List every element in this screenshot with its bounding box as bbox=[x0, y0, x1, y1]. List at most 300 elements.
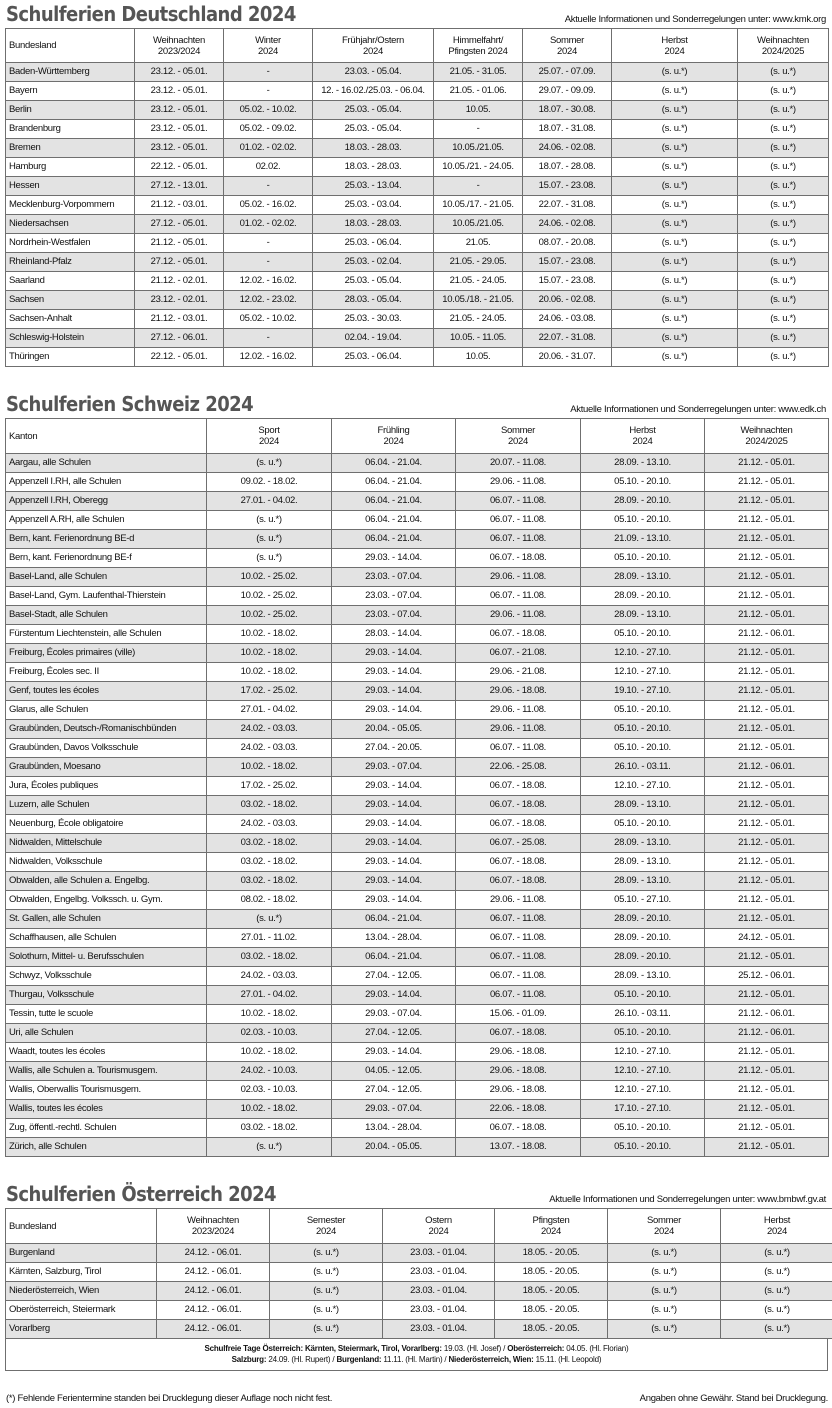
date-cell: 05.10. - 20.10. bbox=[581, 815, 705, 834]
date-cell: (s. u.*) bbox=[612, 348, 738, 367]
column-header-line: 2024 bbox=[316, 1226, 336, 1237]
date-cell: (s. u.*) bbox=[738, 63, 829, 82]
date-cell: 23.03. - 01.04. bbox=[383, 1263, 495, 1282]
date-cell: 21.12. - 05.01. bbox=[705, 1062, 829, 1081]
date-cell: 06.07. - 25.08. bbox=[456, 834, 581, 853]
date-cell: 25.03. - 30.03. bbox=[313, 310, 434, 329]
column-header-line: 2024 bbox=[654, 1226, 674, 1237]
region-cell: Nidwalden, Volksschule bbox=[6, 853, 207, 872]
date-cell: 29.03. - 14.04. bbox=[332, 1043, 456, 1062]
date-cell: 10.02. - 25.02. bbox=[207, 587, 332, 606]
date-cell: 05.10. - 20.10. bbox=[581, 720, 705, 739]
date-cell: (s. u.*) bbox=[738, 253, 829, 272]
date-cell: 21.12. - 05.01. bbox=[705, 948, 829, 967]
region-cell: Appenzell I.RH, alle Schulen bbox=[6, 473, 207, 492]
date-cell: 21.12. - 03.01. bbox=[135, 310, 224, 329]
date-cell: 28.09. - 13.10. bbox=[581, 834, 705, 853]
date-cell: 27.04. - 12.05. bbox=[332, 1024, 456, 1043]
date-cell: 18.05. - 20.05. bbox=[495, 1263, 608, 1282]
date-cell: 23.03. - 01.04. bbox=[383, 1301, 495, 1320]
date-cell: 29.06. - 11.08. bbox=[456, 606, 581, 625]
date-cell: (s. u.*) bbox=[738, 272, 829, 291]
date-cell: 12. - 16.02./25.03. - 06.04. bbox=[313, 82, 434, 101]
date-cell: 17.02. - 25.02. bbox=[207, 682, 332, 701]
column-header-line: 2024 bbox=[664, 45, 685, 57]
date-cell: 27.04. - 12.05. bbox=[332, 1081, 456, 1100]
region-cell: Glarus, alle Schulen bbox=[6, 701, 207, 720]
date-cell: 06.07. - 18.08. bbox=[456, 549, 581, 568]
date-cell: 21.05. - 24.05. bbox=[434, 272, 523, 291]
column-header bbox=[207, 419, 332, 454]
austria-table bbox=[5, 1208, 832, 1339]
date-cell: (s. u.*) bbox=[738, 196, 829, 215]
column-header bbox=[721, 1209, 832, 1244]
date-cell: 06.07. - 18.08. bbox=[456, 815, 581, 834]
date-cell: 24.06. - 02.08. bbox=[523, 139, 612, 158]
switzerland-info: Aktuelle Informationen und Sonderregelungen unter: www.edk.ch bbox=[570, 404, 826, 415]
date-cell: 24.12. - 06.01. bbox=[157, 1282, 270, 1301]
date-cell: 24.02. - 03.03. bbox=[207, 720, 332, 739]
free-days-value: 15.11. (Hl. Leopold) bbox=[533, 1355, 602, 1364]
column-header bbox=[6, 1209, 157, 1244]
table-row bbox=[6, 682, 829, 701]
table-row bbox=[6, 1138, 829, 1157]
table-row bbox=[6, 1119, 829, 1138]
date-cell: 29.03. - 14.04. bbox=[332, 834, 456, 853]
region-cell: Nidwalden, Mittelschule bbox=[6, 834, 207, 853]
austria-info: Aktuelle Informationen und Sonderregelungen unter: www.bmbwf.gv.at bbox=[549, 1194, 826, 1205]
date-cell: 21.12. - 06.01. bbox=[705, 758, 829, 777]
region-cell: Basel-Land, alle Schulen bbox=[6, 568, 207, 587]
date-cell: (s. u.*) bbox=[721, 1301, 832, 1320]
date-cell: (s. u.*) bbox=[207, 910, 332, 929]
table-row bbox=[6, 1081, 829, 1100]
date-cell: (s. u.*) bbox=[608, 1282, 721, 1301]
switzerland-table-head bbox=[6, 419, 829, 454]
date-cell: 10.05./21.05. bbox=[434, 215, 523, 234]
region-cell: Graubünden, Moesano bbox=[6, 758, 207, 777]
date-cell: 18.03. - 28.03. bbox=[313, 158, 434, 177]
date-cell: (s. u.*) bbox=[270, 1301, 383, 1320]
table-row bbox=[6, 1043, 829, 1062]
date-cell: 02.03. - 10.03. bbox=[207, 1081, 332, 1100]
date-cell: 20.06. - 31.07. bbox=[523, 348, 612, 367]
date-cell: 06.07. - 18.08. bbox=[456, 1119, 581, 1138]
table-row bbox=[6, 1100, 829, 1119]
table-row bbox=[6, 777, 829, 796]
date-cell: 06.04. - 21.04. bbox=[332, 530, 456, 549]
date-cell: (s. u.*) bbox=[608, 1320, 721, 1339]
column-header-line: Weihnachten bbox=[740, 425, 793, 436]
date-cell: 06.07. - 11.08. bbox=[456, 587, 581, 606]
date-cell: 28.09. - 13.10. bbox=[581, 853, 705, 872]
date-cell: 28.09. - 13.10. bbox=[581, 967, 705, 986]
date-cell: 23.12. - 05.01. bbox=[135, 120, 224, 139]
region-cell: Genf, toutes les écoles bbox=[6, 682, 207, 701]
date-cell: - bbox=[434, 177, 523, 196]
region-cell: Obwalden, Engelbg. Volkssch. u. Gym. bbox=[6, 891, 207, 910]
date-cell: 29.03. - 14.04. bbox=[332, 777, 456, 796]
free-days-value: 11.11. (Hl. Martin) / bbox=[381, 1355, 449, 1364]
date-cell: 28.09. - 20.10. bbox=[581, 929, 705, 948]
table-row bbox=[6, 158, 829, 177]
date-cell: 21.12. - 05.01. bbox=[135, 234, 224, 253]
switzerland-table bbox=[5, 418, 829, 1157]
date-cell: 21.12. - 05.01. bbox=[705, 796, 829, 815]
date-cell: 24.02. - 03.03. bbox=[207, 967, 332, 986]
date-cell: 10.05./17. - 21.05. bbox=[434, 196, 523, 215]
date-cell: 27.12. - 06.01. bbox=[135, 329, 224, 348]
region-cell: Basel-Stadt, alle Schulen bbox=[6, 606, 207, 625]
switzerland-section bbox=[5, 392, 828, 1157]
date-cell: 21.12. - 05.01. bbox=[705, 1081, 829, 1100]
region-cell: Zürich, alle Schulen bbox=[6, 1138, 207, 1157]
germany-title: Schulferien Deutschland 2024 bbox=[6, 2, 296, 26]
date-cell: 21.12. - 05.01. bbox=[705, 644, 829, 663]
date-cell: 21.12. - 03.01. bbox=[135, 196, 224, 215]
date-cell: 10.02. - 18.02. bbox=[207, 663, 332, 682]
date-cell: 27.12. - 05.01. bbox=[135, 215, 224, 234]
date-cell: 15.07. - 23.08. bbox=[523, 177, 612, 196]
date-cell: 10.05./21.05. bbox=[434, 139, 523, 158]
date-cell: 24.12. - 06.01. bbox=[157, 1320, 270, 1339]
column-header-line: Herbst bbox=[763, 1215, 791, 1226]
date-cell: (s. u.*) bbox=[612, 215, 738, 234]
date-cell: 12.10. - 27.10. bbox=[581, 644, 705, 663]
date-cell: 10.05. bbox=[434, 101, 523, 120]
date-cell: 03.02. - 18.02. bbox=[207, 948, 332, 967]
column-header bbox=[332, 419, 456, 454]
date-cell: 23.12. - 05.01. bbox=[135, 63, 224, 82]
date-cell: 21.12. - 05.01. bbox=[705, 549, 829, 568]
date-cell: 10.02. - 18.02. bbox=[207, 758, 332, 777]
table-row bbox=[6, 910, 829, 929]
date-cell: 12.02. - 23.02. bbox=[224, 291, 313, 310]
date-cell: 05.10. - 27.10. bbox=[581, 891, 705, 910]
column-header-line: Bundesland bbox=[9, 40, 57, 51]
date-cell: 26.10. - 03.11. bbox=[581, 1005, 705, 1024]
table-row bbox=[6, 291, 829, 310]
column-header-line: Frühling bbox=[377, 425, 410, 436]
date-cell: 21.12. - 05.01. bbox=[705, 986, 829, 1005]
table-row bbox=[6, 492, 829, 511]
column-header-line: Ostern bbox=[425, 1215, 452, 1226]
date-cell: 03.02. - 18.02. bbox=[207, 1119, 332, 1138]
date-cell: 23.12. - 05.01. bbox=[135, 82, 224, 101]
date-cell: 29.03. - 14.04. bbox=[332, 701, 456, 720]
footnote-missing-dates: (*) Fehlende Ferientermine standen bei Drucklegung dieser Auflage noch nicht fest. bbox=[6, 1393, 333, 1404]
date-cell: 10.02. - 18.02. bbox=[207, 1005, 332, 1024]
date-cell: 06.07. - 18.08. bbox=[456, 796, 581, 815]
date-cell: 05.02. - 10.02. bbox=[224, 310, 313, 329]
austria-free-days-line1 bbox=[6, 1343, 827, 1354]
region-cell: Basel-Land, Gym. Laufenthal-Thierstein bbox=[6, 587, 207, 606]
date-cell: 21.12. - 05.01. bbox=[705, 701, 829, 720]
date-cell: 21.12. - 06.01. bbox=[705, 1024, 829, 1043]
date-cell: 21.12. - 05.01. bbox=[705, 1043, 829, 1062]
date-cell: 21.12. - 05.01. bbox=[705, 682, 829, 701]
date-cell: (s. u.*) bbox=[738, 139, 829, 158]
column-header-line: 2024 bbox=[508, 436, 528, 447]
table-row bbox=[6, 663, 829, 682]
region-cell: Freiburg, Écoles primaires (ville) bbox=[6, 644, 207, 663]
region-cell: Luzern, alle Schulen bbox=[6, 796, 207, 815]
date-cell: 29.03. - 14.04. bbox=[332, 872, 456, 891]
austria-header bbox=[5, 1182, 828, 1208]
date-cell: 05.10. - 20.10. bbox=[581, 549, 705, 568]
date-cell: 10.05. - 11.05. bbox=[434, 329, 523, 348]
date-cell: 08.07. - 20.08. bbox=[523, 234, 612, 253]
date-cell: 21.12. - 05.01. bbox=[705, 720, 829, 739]
date-cell: 06.04. - 21.04. bbox=[332, 948, 456, 967]
date-cell: 05.10. - 20.10. bbox=[581, 625, 705, 644]
date-cell: 10.02. - 25.02. bbox=[207, 606, 332, 625]
column-header bbox=[705, 419, 829, 454]
date-cell: 10.02. - 18.02. bbox=[207, 625, 332, 644]
column-header bbox=[738, 29, 829, 63]
column-header-line: Pfingsten bbox=[532, 1215, 570, 1226]
date-cell: 28.09. - 20.10. bbox=[581, 948, 705, 967]
column-header bbox=[270, 1209, 383, 1244]
table-row bbox=[6, 196, 829, 215]
date-cell: 27.01. - 04.02. bbox=[207, 701, 332, 720]
date-cell: 23.03. - 05.04. bbox=[313, 63, 434, 82]
date-cell: (s. u.*) bbox=[612, 329, 738, 348]
date-cell: 15.07. - 23.08. bbox=[523, 253, 612, 272]
date-cell: (s. u.*) bbox=[612, 120, 738, 139]
date-cell: 25.03. - 02.04. bbox=[313, 253, 434, 272]
date-cell: 12.02. - 16.02. bbox=[224, 348, 313, 367]
date-cell: 28.09. - 13.10. bbox=[581, 454, 705, 473]
column-header-line: Semester bbox=[306, 1215, 346, 1226]
date-cell: 13.04. - 28.04. bbox=[332, 1119, 456, 1138]
date-cell: 05.10. - 20.10. bbox=[581, 473, 705, 492]
column-header bbox=[6, 29, 135, 63]
date-cell: 17.10. - 27.10. bbox=[581, 1100, 705, 1119]
date-cell: 24.12. - 06.01. bbox=[157, 1244, 270, 1263]
date-cell: 06.07. - 21.08. bbox=[456, 644, 581, 663]
date-cell: 05.10. - 20.10. bbox=[581, 701, 705, 720]
date-cell: 26.10. - 03.11. bbox=[581, 758, 705, 777]
date-cell: 29.06. - 11.08. bbox=[456, 701, 581, 720]
column-header-line: 2024 bbox=[383, 436, 404, 447]
date-cell: (s. u.*) bbox=[207, 1138, 332, 1157]
date-cell: 18.05. - 20.05. bbox=[495, 1301, 608, 1320]
date-cell: 25.03. - 05.04. bbox=[313, 272, 434, 291]
table-row bbox=[6, 967, 829, 986]
date-cell: 21.12. - 05.01. bbox=[705, 777, 829, 796]
column-header-line: Herbst bbox=[661, 34, 688, 46]
date-cell: 06.07. - 11.08. bbox=[456, 492, 581, 511]
column-header bbox=[135, 29, 224, 63]
date-cell: 21.12. - 06.01. bbox=[705, 625, 829, 644]
date-cell: 24.02. - 03.03. bbox=[207, 815, 332, 834]
date-cell: (s. u.*) bbox=[612, 177, 738, 196]
date-cell: 05.02. - 09.02. bbox=[224, 120, 313, 139]
date-cell: 25.03. - 13.04. bbox=[313, 177, 434, 196]
column-header bbox=[456, 419, 581, 454]
region-cell: Rheinland-Pfalz bbox=[6, 253, 135, 272]
date-cell: (s. u.*) bbox=[738, 234, 829, 253]
table-row bbox=[6, 929, 829, 948]
date-cell: 01.02. - 02.02. bbox=[224, 139, 313, 158]
date-cell: 29.06. - 11.08. bbox=[456, 720, 581, 739]
date-cell: 19.10. - 27.10. bbox=[581, 682, 705, 701]
date-cell: 06.07. - 18.08. bbox=[456, 777, 581, 796]
date-cell: 27.12. - 13.01. bbox=[135, 177, 224, 196]
date-cell: 20.04. - 05.05. bbox=[332, 720, 456, 739]
free-days-value: 04.05. (Hl. Florian) bbox=[564, 1344, 629, 1353]
column-header-line: 2024 bbox=[541, 1226, 561, 1237]
date-cell: 05.10. - 20.10. bbox=[581, 511, 705, 530]
date-cell: 27.12. - 05.01. bbox=[135, 253, 224, 272]
table-row bbox=[6, 834, 829, 853]
date-cell: - bbox=[224, 63, 313, 82]
region-cell: Tessin, tutte le scuole bbox=[6, 1005, 207, 1024]
date-cell: (s. u.*) bbox=[612, 82, 738, 101]
date-cell: 25.03. - 05.04. bbox=[313, 101, 434, 120]
date-cell: 25.07. - 07.09. bbox=[523, 63, 612, 82]
table-row bbox=[6, 872, 829, 891]
region-cell: Obwalden, alle Schulen a. Engelbg. bbox=[6, 872, 207, 891]
column-header bbox=[157, 1209, 270, 1244]
region-cell: Vorarlberg bbox=[6, 1320, 157, 1339]
date-cell: 06.07. - 11.08. bbox=[456, 929, 581, 948]
switzerland-table-body bbox=[6, 454, 829, 1157]
date-cell: 21.09. - 13.10. bbox=[581, 530, 705, 549]
date-cell: (s. u.*) bbox=[738, 177, 829, 196]
date-cell: 05.10. - 20.10. bbox=[581, 986, 705, 1005]
column-header-line: 2023/2024 bbox=[191, 1226, 235, 1237]
table-row bbox=[6, 568, 829, 587]
column-header bbox=[6, 419, 207, 454]
table-row bbox=[6, 625, 829, 644]
table-row bbox=[6, 348, 829, 367]
table-row bbox=[6, 1263, 832, 1282]
column-header-line: Bundesland bbox=[9, 1220, 57, 1232]
date-cell: 05.10. - 20.10. bbox=[581, 1119, 705, 1138]
date-cell: 27.01. - 04.02. bbox=[207, 986, 332, 1005]
date-cell: 22.12. - 05.01. bbox=[135, 348, 224, 367]
region-cell: Zug, öffentl.-rechtl. Schulen bbox=[6, 1119, 207, 1138]
germany-table-head bbox=[6, 29, 829, 63]
date-cell: 06.04. - 21.04. bbox=[332, 473, 456, 492]
date-cell: 18.07. - 28.08. bbox=[523, 158, 612, 177]
table-row bbox=[6, 511, 829, 530]
date-cell: 29.06. - 18.08. bbox=[456, 682, 581, 701]
date-cell: 29.03. - 07.04. bbox=[332, 1100, 456, 1119]
table-row bbox=[6, 310, 829, 329]
date-cell: 09.02. - 18.02. bbox=[207, 473, 332, 492]
table-row bbox=[6, 253, 829, 272]
date-cell: 15.06. - 01.09. bbox=[456, 1005, 581, 1024]
date-cell: 10.05. bbox=[434, 348, 523, 367]
table-row bbox=[6, 948, 829, 967]
column-header-line: 2024 bbox=[259, 436, 279, 447]
region-cell: Appenzell I.RH, Oberegg bbox=[6, 492, 207, 511]
date-cell: 03.02. - 18.02. bbox=[207, 834, 332, 853]
date-cell: 23.12. - 05.01. bbox=[135, 101, 224, 120]
date-cell: 20.04. - 05.05. bbox=[332, 1138, 456, 1157]
date-cell: 28.09. - 20.10. bbox=[581, 492, 705, 511]
region-cell: Niederösterreich, Wien bbox=[6, 1282, 157, 1301]
free-days-value: 19.03. (Hl. Josef) / bbox=[441, 1344, 508, 1353]
date-cell: 21.12. - 05.01. bbox=[705, 853, 829, 872]
date-cell: (s. u.*) bbox=[270, 1244, 383, 1263]
date-cell: 21.12. - 05.01. bbox=[705, 891, 829, 910]
date-cell: 21.12. - 05.01. bbox=[705, 511, 829, 530]
date-cell: 21.05. bbox=[434, 234, 523, 253]
date-cell: 29.03. - 14.04. bbox=[332, 549, 456, 568]
date-cell: (s. u.*) bbox=[608, 1263, 721, 1282]
date-cell: 18.07. - 30.08. bbox=[523, 101, 612, 120]
table-row bbox=[6, 272, 829, 291]
region-cell: Waadt, toutes les écoles bbox=[6, 1043, 207, 1062]
table-row bbox=[6, 986, 829, 1005]
region-cell: Bern, kant. Ferienordnung BE-f bbox=[6, 549, 207, 568]
date-cell: 29.06. - 18.08. bbox=[456, 1043, 581, 1062]
region-cell: Graubünden, Davos Volksschule bbox=[6, 739, 207, 758]
date-cell: 06.04. - 21.04. bbox=[332, 511, 456, 530]
date-cell: 28.09. - 13.10. bbox=[581, 796, 705, 815]
date-cell: 29.03. - 07.04. bbox=[332, 758, 456, 777]
table-row bbox=[6, 120, 829, 139]
column-header bbox=[581, 419, 705, 454]
germany-table-body bbox=[6, 63, 829, 367]
date-cell: 24.06. - 02.08. bbox=[523, 215, 612, 234]
date-cell: 23.03. - 01.04. bbox=[383, 1320, 495, 1339]
date-cell: 03.02. - 18.02. bbox=[207, 796, 332, 815]
date-cell: 24.12. - 06.01. bbox=[157, 1301, 270, 1320]
date-cell: 08.02. - 18.02. bbox=[207, 891, 332, 910]
date-cell: 27.01. - 04.02. bbox=[207, 492, 332, 511]
region-cell: Oberösterreich, Steiermark bbox=[6, 1301, 157, 1320]
germany-section bbox=[5, 2, 828, 367]
region-cell: Fürstentum Liechtenstein, alle Schulen bbox=[6, 625, 207, 644]
region-cell: Thüringen bbox=[6, 348, 135, 367]
date-cell: (s. u.*) bbox=[738, 120, 829, 139]
table-row bbox=[6, 1062, 829, 1081]
date-cell: (s. u.*) bbox=[738, 291, 829, 310]
date-cell: 18.07. - 31.08. bbox=[523, 120, 612, 139]
table-row bbox=[6, 549, 829, 568]
date-cell: - bbox=[224, 82, 313, 101]
date-cell: (s. u.*) bbox=[612, 291, 738, 310]
date-cell: 21.12. - 05.01. bbox=[705, 815, 829, 834]
column-header bbox=[495, 1209, 608, 1244]
date-cell: 24.12. - 05.01. bbox=[705, 929, 829, 948]
date-cell: 29.03. - 14.04. bbox=[332, 663, 456, 682]
region-cell: Burgenland bbox=[6, 1244, 157, 1263]
switzerland-header bbox=[5, 392, 828, 418]
date-cell: 06.07. - 11.08. bbox=[456, 986, 581, 1005]
germany-header bbox=[5, 2, 828, 28]
date-cell: 23.03. - 01.04. bbox=[383, 1282, 495, 1301]
date-cell: 05.02. - 10.02. bbox=[224, 101, 313, 120]
date-cell: 21.12. - 05.01. bbox=[705, 568, 829, 587]
region-cell: Bayern bbox=[6, 82, 135, 101]
column-header-line: 2024 bbox=[632, 436, 653, 447]
region-cell: Niedersachsen bbox=[6, 215, 135, 234]
date-cell: 05.10. - 20.10. bbox=[581, 1138, 705, 1157]
date-cell: 21.12. - 05.01. bbox=[705, 834, 829, 853]
date-cell: 29.06. - 11.08. bbox=[456, 473, 581, 492]
table-row bbox=[6, 101, 829, 120]
date-cell: 23.12. - 05.01. bbox=[135, 139, 224, 158]
region-cell: Freiburg, Écoles sec. II bbox=[6, 663, 207, 682]
date-cell: 22.12. - 05.01. bbox=[135, 158, 224, 177]
date-cell: 28.09. - 13.10. bbox=[581, 872, 705, 891]
